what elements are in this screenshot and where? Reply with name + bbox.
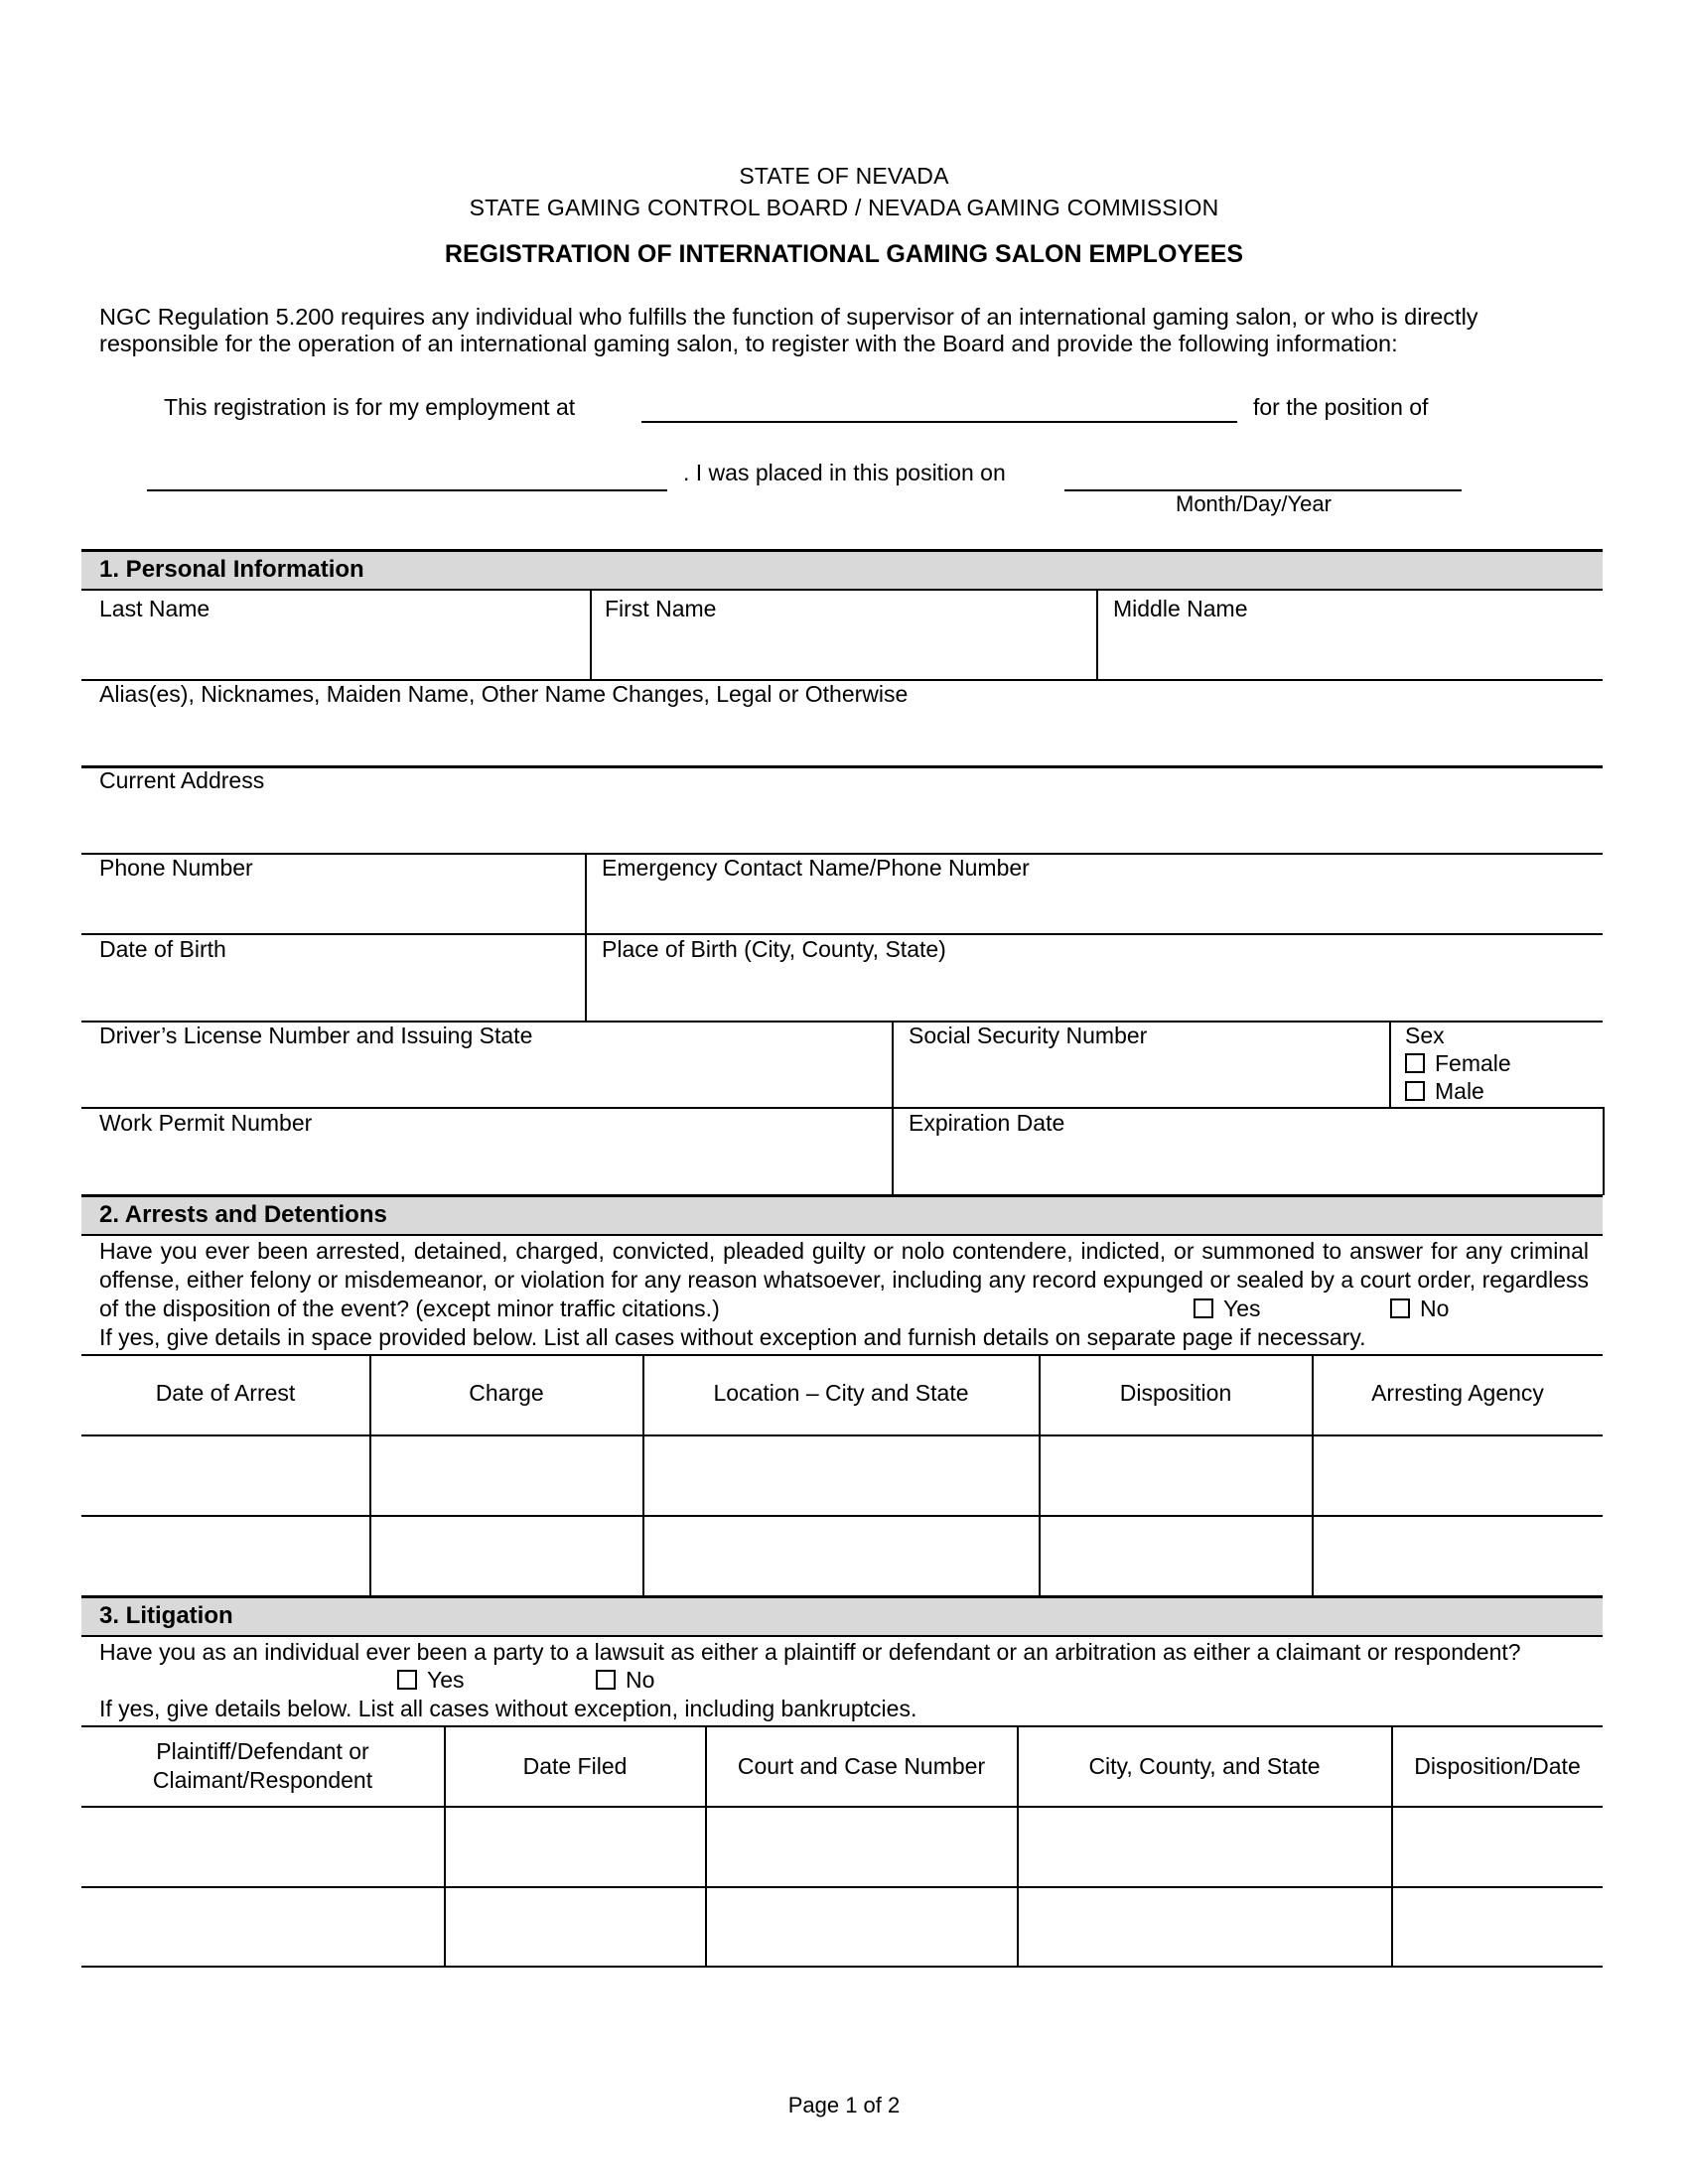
sex-female-option[interactable]: Female: [1405, 1050, 1511, 1077]
divider: [1017, 1725, 1019, 1968]
divider: [81, 1434, 1603, 1436]
divider: [1389, 1021, 1391, 1108]
divider: [81, 1806, 1603, 1808]
litigation-yes-option[interactable]: Yes: [397, 1667, 465, 1694]
state-heading: STATE OF NEVADA: [739, 163, 949, 189]
dob-label: Date of Birth: [99, 936, 226, 962]
litigation-question: Have you as an individual ever been a party to a lawsuit as either a plaintiff or defendant or an arbitration as either a claimant or respondent?: [99, 1639, 1521, 1665]
divider: [81, 1107, 1603, 1109]
agency-heading: STATE GAMING CONTROL BOARD / NEVADA GAMING COMMISSION: [469, 195, 1219, 220]
col-location: Location – City and State: [713, 1380, 969, 1406]
divider: [81, 1725, 1603, 1727]
arrests-no-checkbox[interactable]: [1390, 1298, 1410, 1318]
divider: [369, 1354, 371, 1596]
intro-paragraph: NGC Regulation 5.200 requires any individual who fulfills the function of supervisor of an international gaming salon, or who is directly responsible for the operation of an international gaming salon, to register with the Board and provide the following information:: [99, 304, 1478, 356]
section-arrests: 2. Arrests and Detentions: [81, 1194, 1603, 1236]
divider: [81, 765, 1603, 768]
divider: [642, 1354, 644, 1596]
litigation-no-checkbox[interactable]: [596, 1670, 616, 1690]
divider: [81, 1515, 1603, 1517]
expiration-label: Expiration Date: [909, 1110, 1065, 1136]
divider: [1312, 1354, 1314, 1596]
employment-label: This registration is for my employment at: [164, 394, 576, 420]
divider: [1391, 1725, 1393, 1968]
sex-male-option[interactable]: Male: [1405, 1078, 1484, 1105]
divider: [585, 853, 587, 1022]
aliases-label: Alias(es), Nicknames, Maiden Name, Other Name Changes, Legal or Otherwise: [99, 681, 909, 707]
col-arresting-agency: Arresting Agency: [1371, 1380, 1544, 1406]
first-name-label: First Name: [605, 596, 717, 621]
arrests-instruction: If yes, give details in space provided below. List all cases without exception and furnish details on separate page if necessary.: [99, 1324, 1366, 1350]
col-disposition-date: Disposition/Date: [1414, 1753, 1581, 1779]
phone-label: Phone Number: [99, 855, 253, 881]
divider: [1096, 591, 1098, 680]
col-court-case: Court and Case Number: [737, 1753, 986, 1779]
litigation-yes-checkbox[interactable]: [397, 1670, 417, 1690]
middle-name-label: Middle Name: [1113, 596, 1248, 621]
pob-label: Place of Birth (City, County, State): [602, 936, 946, 962]
form-title: REGISTRATION OF INTERNATIONAL GAMING SALON EMPLOYEES: [444, 240, 1244, 268]
col-city-county-state: City, County, and State: [1088, 1753, 1321, 1779]
ssn-label: Social Security Number: [909, 1023, 1148, 1048]
divider: [81, 933, 1603, 935]
divider: [81, 1354, 1603, 1356]
divider: [81, 1966, 1603, 1968]
date-caption: Month/Day/Year: [1176, 491, 1332, 516]
col-date-filed: Date Filed: [522, 1753, 628, 1779]
arrests-yes-option[interactable]: Yes: [1194, 1296, 1261, 1322]
divider: [590, 591, 592, 680]
current-address-label: Current Address: [99, 767, 265, 793]
col-date-of-arrest: Date of Arrest: [155, 1380, 296, 1406]
col-charge: Charge: [469, 1380, 544, 1406]
section-litigation: 3. Litigation: [81, 1595, 1603, 1637]
litigation-no-option[interactable]: No: [596, 1667, 654, 1694]
work-permit-label: Work Permit Number: [99, 1110, 313, 1136]
divider: [1603, 1107, 1605, 1195]
arrests-question: Have you ever been arrested, detained, charged, convicted, pleaded guilty or nolo contendere, indicted, or summoned to answer for any criminal offense, either felony or misdemeanor, or violation for any reason whatsoever, including any record expunged or sealed by a court order, regardless of the disposition of the event? (except minor traffic citations.): [99, 1238, 1589, 1321]
divider: [444, 1725, 446, 1968]
col-disposition: Disposition: [1119, 1380, 1232, 1406]
col-party-role: Plaintiff/Defendant or Claimant/Respondent: [152, 1738, 373, 1793]
drivers-license-label: Driver’s License Number and Issuing State: [99, 1023, 533, 1048]
female-checkbox[interactable]: [1405, 1053, 1425, 1073]
sex-label: Sex: [1405, 1023, 1445, 1048]
divider: [705, 1725, 707, 1968]
employer-field[interactable]: [641, 421, 1237, 423]
arrests-no-option[interactable]: No: [1390, 1296, 1449, 1322]
emergency-contact-label: Emergency Contact Name/Phone Number: [602, 855, 1030, 881]
arrests-yes-checkbox[interactable]: [1194, 1298, 1213, 1318]
male-checkbox[interactable]: [1405, 1081, 1425, 1101]
last-name-label: Last Name: [99, 596, 211, 621]
placed-label: . I was placed in this position on: [683, 460, 1006, 485]
divider: [1039, 1354, 1041, 1596]
litigation-instruction: If yes, give details below. List all cases without exception, including bankruptcies.: [99, 1696, 917, 1721]
position-label: for the position of: [1253, 394, 1429, 420]
divider: [81, 1886, 1603, 1888]
page-number: Page 1 of 2: [787, 2093, 901, 2117]
position-field[interactable]: [147, 489, 667, 491]
section-personal-information: 1. Personal Information: [81, 549, 1603, 591]
